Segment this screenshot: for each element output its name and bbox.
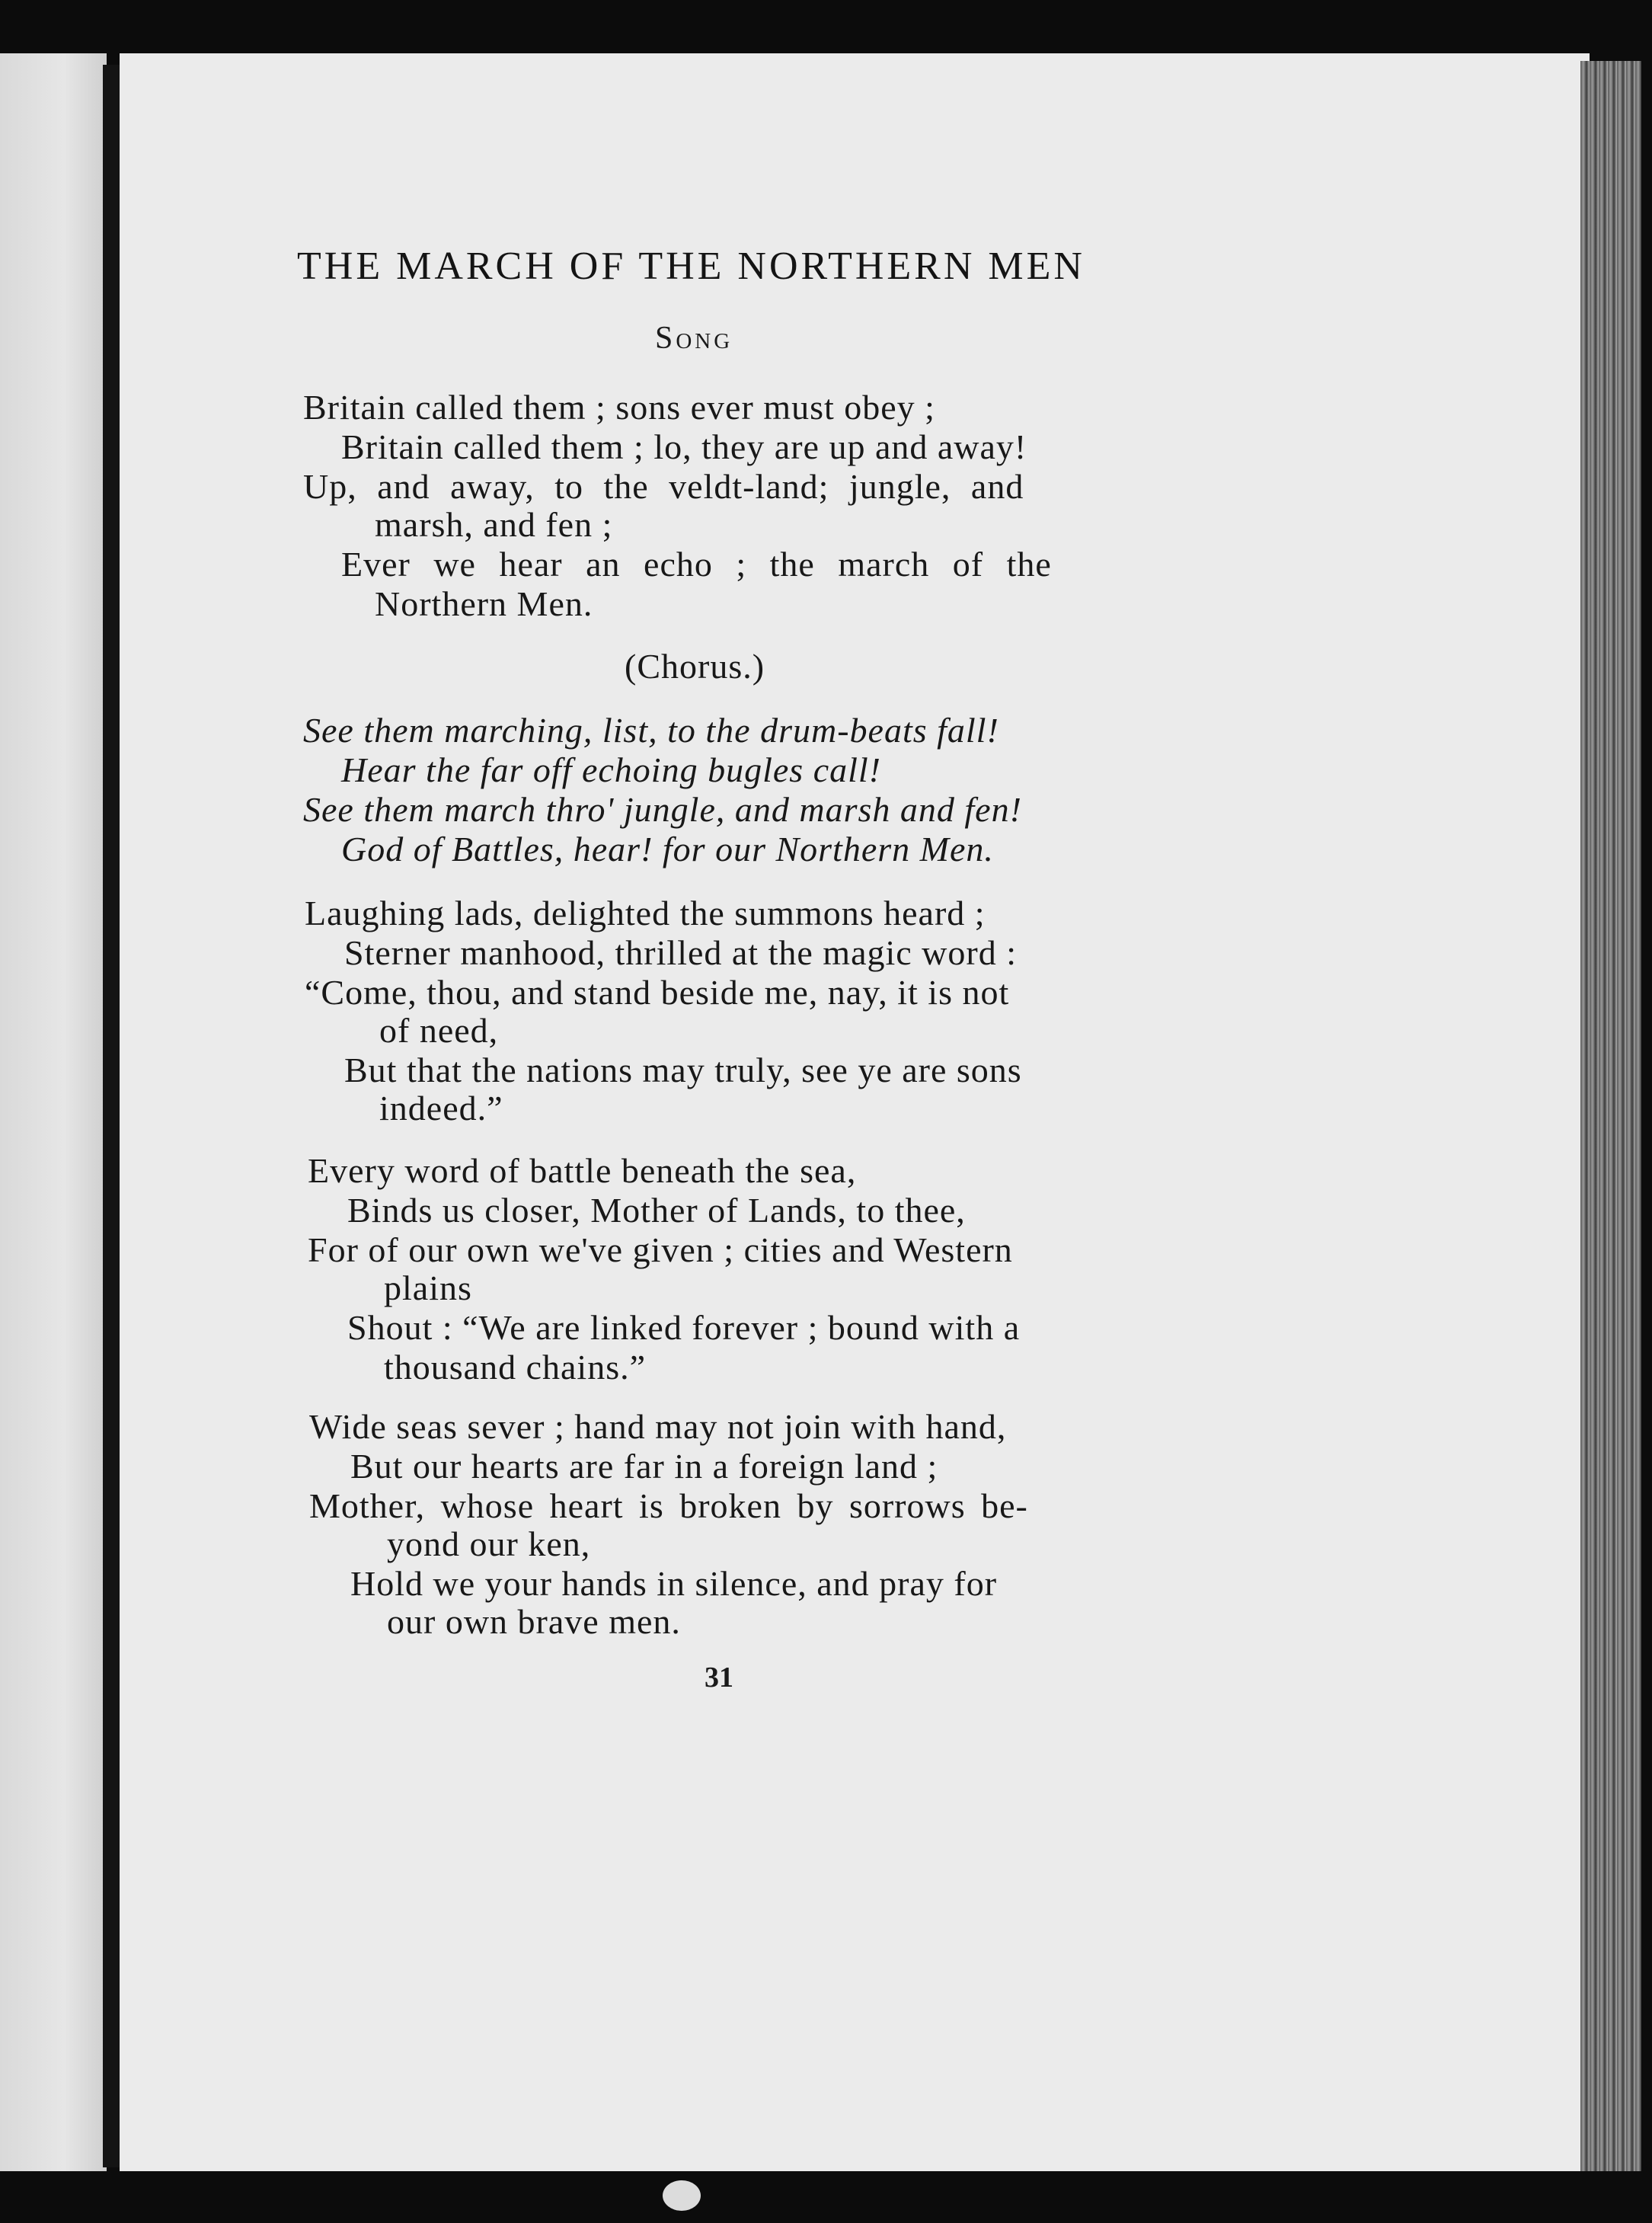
stanza-3-line-5: Shout : “We are linked forever ; bound with a [347,1308,1021,1347]
stanza-1-line-4: marsh, and fen ; [375,505,613,544]
stanza-1-line-1: Britain called them ; sons ever must obey ; [303,388,935,427]
stanza-4-line-4: yond our ken, [387,1524,591,1563]
facing-page-edge [0,53,107,2171]
book-gutter [103,65,120,2167]
stanza-2-line-5: But that the nations may truly, see ye are sons [344,1051,1022,1089]
stanza-4-line-2: But our hearts are far in a foreign land ; [350,1447,938,1486]
stanza-1-line-6: Northern Men. [375,584,593,623]
stanza-3-line-2: Binds us closer, Mother of Lands, to thee, [347,1191,966,1230]
stanza-1-line-5: Ever we hear an echo ; the march of the [341,545,1052,584]
poem-subtitle: Song [655,321,733,356]
chorus-line-3: See them march thro' jungle, and marsh and fen! [303,790,1022,829]
chorus-line-4: God of Battles, hear! for our Northern Men. [341,830,994,868]
book-page [120,53,1590,2171]
stanza-2-line-4: of need, [379,1011,499,1050]
stanza-1-line-2: Britain called them ; lo, they are up and away! [341,427,1027,466]
stanza-3-line-1: Every word of battle beneath the sea, [308,1151,857,1190]
stanza-2-line-3: “Come, thou, and stand beside me, nay, it is not [305,973,1010,1012]
stanza-3-line-4: plains [384,1268,472,1307]
stanza-4-line-5: Hold we your hands in silence, and pray for [350,1564,998,1603]
stanza-2-line-6: indeed.” [379,1089,503,1127]
stanza-4-line-3: Mother, whose heart is broken by sorrows be- [309,1486,1028,1525]
chorus-line-1: See them marching, list, to the drum-beats fall! [303,711,999,750]
stanza-3-line-3: For of our own we've given ; cities and Western [308,1230,1013,1269]
page-number: 31 [705,1662,733,1694]
stanza-1-line-3: Up, and away, to the veldt-land; jungle, and [303,467,1024,506]
stanza-4-line-1: Wide seas sever ; hand may not join with hand, [309,1407,1007,1446]
chorus-label: (Chorus.) [625,647,765,686]
page-corner-mark [663,2180,701,2211]
stanza-4-line-6: our own brave men. [387,1602,681,1641]
stanza-2-line-1: Laughing lads, delighted the summons heard ; [305,894,986,932]
poem-title: THE MARCH OF THE NORTHERN MEN [297,245,1085,288]
chorus-line-2: Hear the far off echoing bugles call! [341,750,881,789]
stanza-3-line-6: thousand chains.” [384,1348,647,1387]
stanza-2-line-2: Sterner manhood, thrilled at the magic word : [344,933,1017,972]
page-stack-edge [1580,61,1641,2171]
